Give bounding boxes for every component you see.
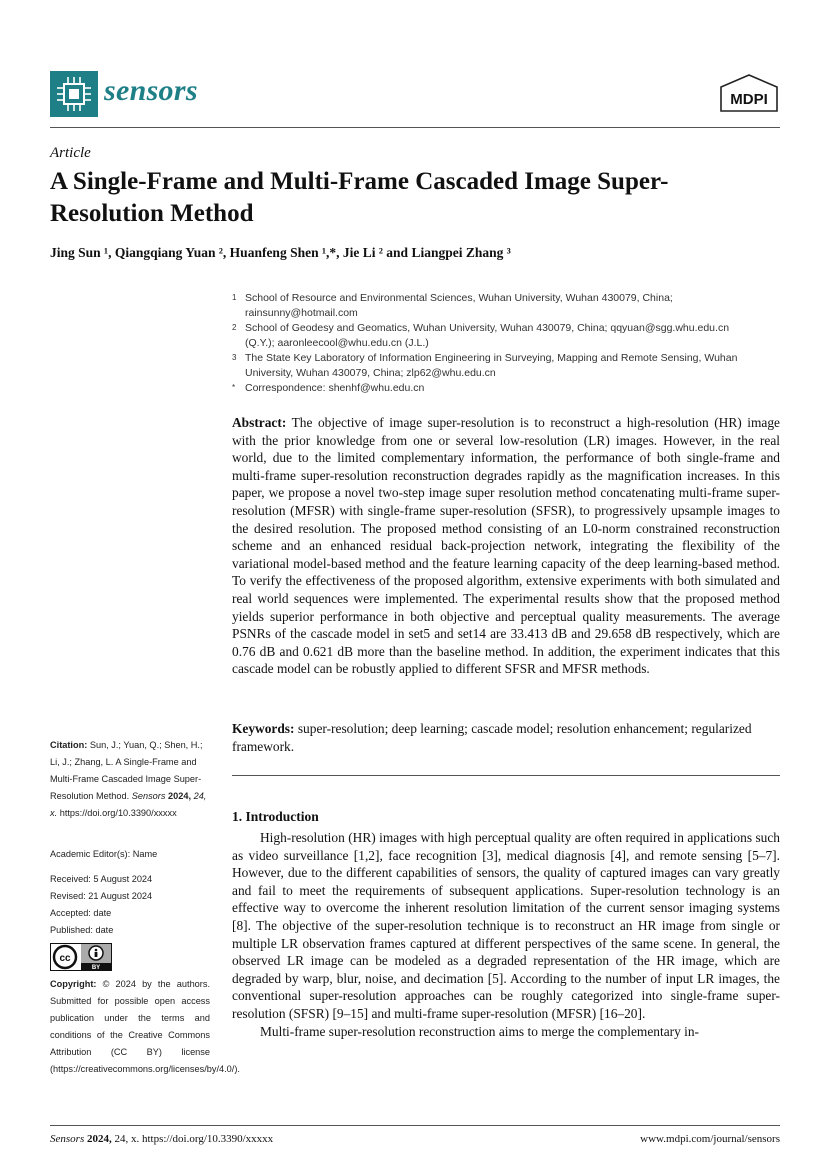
keywords-text: super-resolution; deep learning; cascade model; resolution enhancement; regularized framework. — [232, 721, 752, 754]
article-type: Article — [50, 145, 91, 161]
revised-date: Revised: 21 August 2024 — [50, 891, 153, 901]
affiliations — [232, 291, 752, 396]
affiliation-number: 2 — [232, 323, 237, 332]
published-date: Published: date — [50, 925, 114, 935]
keywords — [232, 720, 780, 755]
mdpi-logo-icon — [719, 74, 779, 112]
affiliation-item — [232, 351, 752, 381]
paragraph: High-resolution (HR) images with high perceptual quality are often required in applications such as video surveillance [1,2], face recognition [3], medical diagnosis [4], and remote sensing [5–7]. However, due to the different capabilities of sensors, the quality of captured images can vary greatly and fail to meet the requirements of subsequent applications. Super-resolution technology is an effective way to overcome the inherent resolution limitation of the current sensor imaging systems [8]. The objective of the super-resolution technique is to reconstruct an HR image from single or multiple LR observation frames captured at different perspectives of the same scene. In general, the observed LR image can be modeled as a degraded representation of the HR image, which are degraded by warp, blur, noise, and decimation [5]. According to the number of input LR images, the conventional super-resolution approaches can be roughly categorized into single-frame super-resolution (SFSR) [9–15] and multi-frame super-resolution (MFSR) [16–20]. — [232, 830, 780, 1021]
mdpi-logo-text: MDPI — [730, 91, 768, 108]
received-date: Received: 5 August 2024 — [50, 874, 153, 884]
affiliation-number: * — [232, 383, 236, 392]
citation-text: Sun, J.; Yuan, Q.; Shen, H.; Li, J.; Zhang, L. A Single-Frame and Multi-Frame Cascaded Image Super-Resolution Method. — [50, 740, 203, 801]
citation-year: 2024, — [168, 791, 192, 801]
citation-doi-link[interactable]: https://doi.org/10.3390/xxxxx — [59, 808, 177, 818]
citation-journal: Sensors — [131, 791, 166, 801]
footer-year: 2024, — [86, 1133, 112, 1145]
article-title: A Single-Frame and Multi-Frame Cascaded Image Super-Resolution Method — [50, 168, 669, 227]
footer-citation — [50, 1133, 273, 1145]
academic-editor: Academic Editor(s): Name — [50, 849, 158, 859]
affiliation-number: 3 — [232, 353, 237, 362]
footer-volume-doi: 24, x. https://doi.org/10.3390/xxxxx — [114, 1133, 274, 1145]
cc-by-badge-text: BY — [91, 965, 101, 971]
affiliation-number: 1 — [232, 293, 237, 302]
footer-journal-url[interactable]: www.mdpi.com/journal/sensors — [640, 1133, 780, 1145]
copyright-notice — [50, 976, 240, 1078]
affiliation-item — [232, 321, 752, 351]
keywords-label: Keywords: — [232, 721, 295, 736]
abstract-label: Abstract: — [232, 415, 287, 430]
abstract-text: The objective of image super-resolution is to reconstruct a high-resolution (HR) image with the prior knowledge from one or several low-resolution (LR) images. However, in the real world, due to the limited complementary information, the performance of both single-frame and multi-frame super-resolution reconstruction degrades rapidly as the magnification increases. In this paper, we propose a novel two-step image super resolution method concatenating multi-frame super-resolution (MFSR) with single-frame super-resolution (SFSR), to progressively upsample images to the desired resolution. The proposed method consisting of an L0-norm constrained reconstruction scheme and an enhanced residual back-projection network, integrating the flexibility of the variational model-based method and the feature learning capacity of the deep learning-based method. To verify the effectiveness of the proposed algorithm, extensive experiments with both simulated and real world sequences were implemented. The experimental results show that the proposed method yields superior performance in both objective and perceptual quality measurements. The average PSNRs of the cascade model in set5 and set14 are 33.413 dB and 29.658 dB respectively, which are 0.76 dB and 0.621 dB more than the baseline method. In addition, the experiment indicates that this cascade model can be robustly applied to different SFSR and MFSR methods. — [232, 415, 780, 677]
journal-name: sensors — [104, 74, 198, 107]
section-heading: 1. Introduction — [232, 809, 319, 824]
keywords-divider — [232, 775, 780, 776]
header-divider — [50, 127, 780, 128]
abstract — [232, 414, 780, 678]
affiliation-item — [232, 291, 752, 321]
citation-volume: 24, x. — [50, 791, 207, 818]
footer-divider — [50, 1125, 780, 1126]
affiliation-text: Correspondence: shenhf@whu.edu.cn — [245, 382, 425, 394]
journal-logo-icon — [50, 71, 98, 117]
cc-by-license-icon[interactable] — [50, 943, 112, 971]
affiliation-text: School of Geodesy and Geomatics, Wuhan University, Wuhan 430079, China; qqyuan@sgg.whu.edu.cn (Q.Y.); aaronleecool@whu.edu.cn (J.L.) — [245, 322, 730, 349]
accepted-date: Accepted: date — [50, 908, 112, 918]
paragraph: Multi-frame super-resolution reconstruction aims to merge the complementary in- — [260, 1023, 700, 1039]
citation-label: Citation: — [50, 740, 88, 750]
affiliation-item — [232, 381, 752, 396]
affiliation-text: School of Resource and Environmental Sciences, Wuhan University, Wuhan 430079, China; rainsunny@hotmail.com — [245, 292, 673, 319]
svg-text:cc: cc — [59, 953, 71, 964]
author-list: Jing Sun ¹, Qiangqiang Yuan ², Huanfeng Shen ¹,*, Jie Li ² and Liangpei Zhang ³ — [50, 245, 511, 260]
affiliation-text: The State Key Laboratory of Information Engineering in Surveying, Mapping and Remote Sensing, Wuhan University, Wuhan 430079, China; zlp62@whu.edu.cn — [245, 352, 738, 379]
copyright-text: © 2024 by the authors. Submitted for possible open access publication under the terms and conditions of the Creative Commons Attribution (CC BY) license (https://creativecommons.org/licenses/by/4.0/). — [50, 979, 240, 1074]
footer-journal: Sensors — [50, 1133, 85, 1145]
copyright-label: Copyright: — [50, 979, 97, 989]
citation-block — [50, 737, 210, 822]
publication-dates — [50, 871, 210, 939]
introduction-body — [232, 829, 780, 1040]
